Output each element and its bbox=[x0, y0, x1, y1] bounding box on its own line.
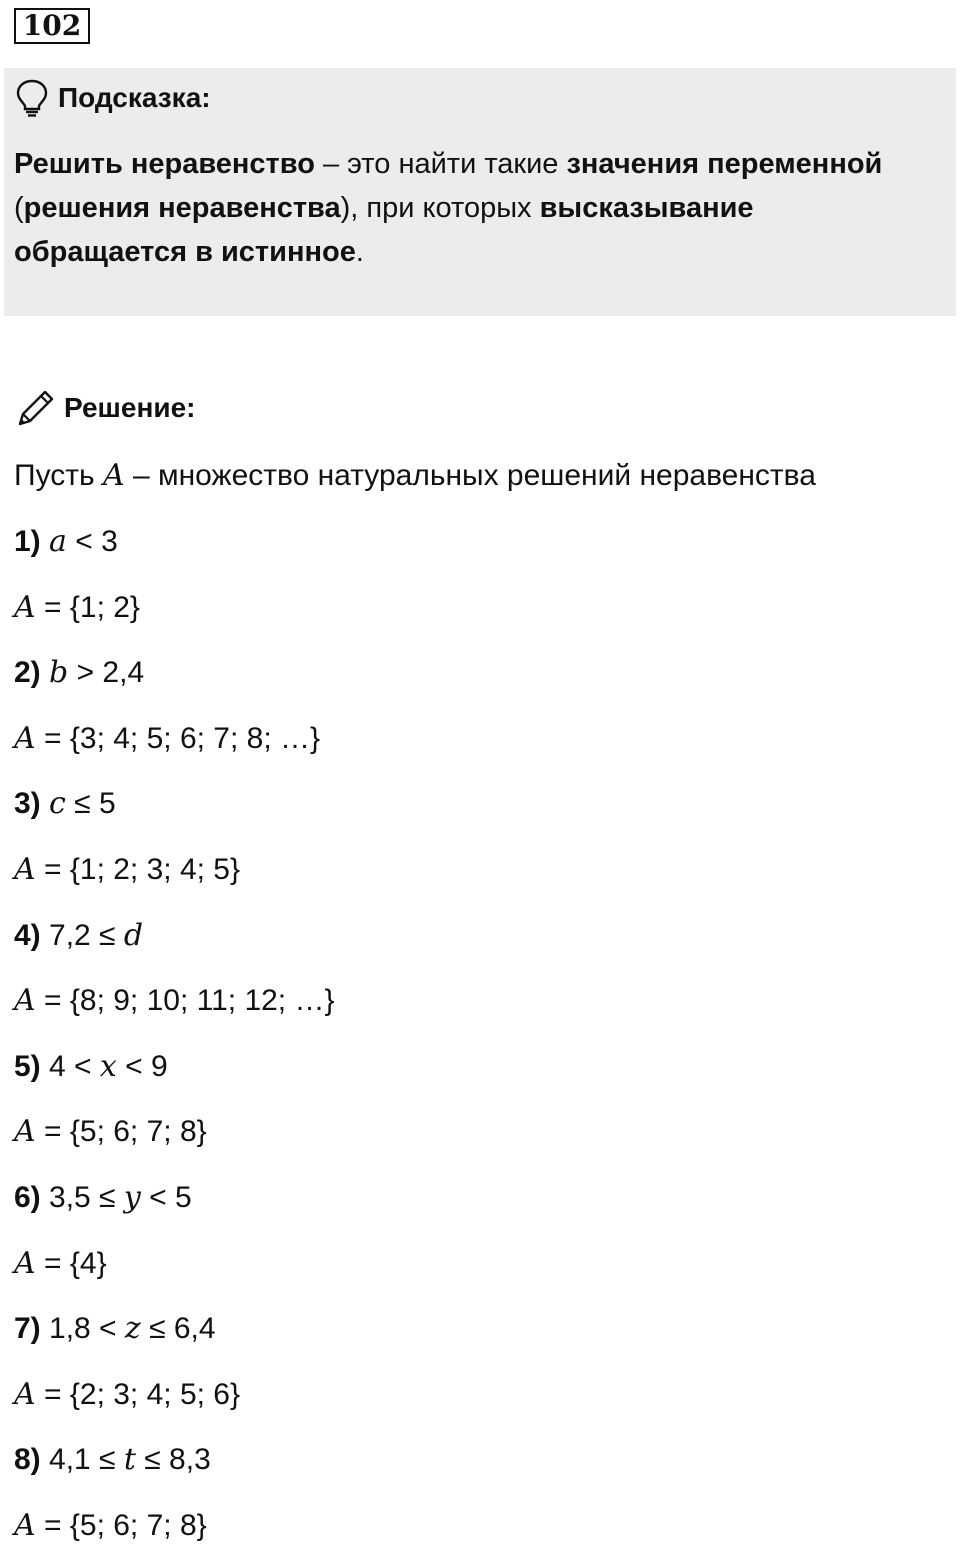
inequality-text: < 5 bbox=[140, 1181, 192, 1214]
set-variable: A bbox=[14, 589, 36, 625]
hint-title: Подсказка: bbox=[58, 82, 211, 113]
inequality-variable: d bbox=[123, 917, 144, 953]
item-number: 2) bbox=[14, 656, 50, 690]
solution-set-line bbox=[14, 719, 320, 759]
set-variable: A bbox=[14, 1114, 36, 1150]
set-variable: A bbox=[14, 983, 36, 1019]
hint-text-fragment: . bbox=[355, 236, 364, 268]
inequality-text: 3,5 ≤ bbox=[49, 1181, 124, 1214]
item-number: 4) bbox=[14, 918, 50, 952]
hint-header bbox=[14, 78, 211, 118]
hint-text-fragment: ( bbox=[14, 192, 24, 224]
hint-bold-term: высказывание обращается в истинное bbox=[14, 192, 754, 268]
inequality-line bbox=[14, 522, 118, 562]
inequality-variable: a bbox=[49, 524, 67, 559]
hint-text-fragment: – это найти такие bbox=[314, 148, 567, 180]
solution-title: Решение: bbox=[64, 392, 196, 423]
inequality-line bbox=[14, 1047, 168, 1087]
solution-header bbox=[14, 386, 195, 430]
solution-set-line bbox=[14, 1375, 240, 1415]
item-number: 1) bbox=[14, 525, 50, 558]
item-number: 7) bbox=[14, 1312, 50, 1346]
inequality-text: ≤ 8,3 bbox=[135, 1443, 211, 1477]
inequality-text: 1,8 < bbox=[49, 1312, 125, 1346]
inequality-line bbox=[14, 916, 143, 956]
hint-bold-term: значения переменной bbox=[566, 148, 883, 180]
inequality-variable: t bbox=[123, 1442, 136, 1478]
inequality-text: 4 < bbox=[49, 1049, 100, 1083]
solution-set-line bbox=[14, 588, 140, 628]
intro-set-variable: A bbox=[102, 458, 125, 493]
inequality-text: < 3 bbox=[66, 525, 118, 558]
inequality-variable: x bbox=[99, 1048, 117, 1084]
inequality-text: 4,1 ≤ bbox=[49, 1443, 124, 1477]
inequality-variable: z bbox=[124, 1311, 141, 1347]
solution-set-line bbox=[14, 981, 335, 1021]
item-number: 8) bbox=[14, 1443, 50, 1477]
solution-set: = {8; 9; 10; 11; 12; …} bbox=[35, 984, 335, 1018]
inequality-text: 7,2 ≤ bbox=[49, 918, 124, 952]
inequality-line bbox=[14, 1178, 192, 1218]
inequality-variable: c bbox=[49, 786, 66, 822]
solution-set-line bbox=[14, 1506, 207, 1546]
hint-bold-term: решения неравенства bbox=[23, 192, 341, 224]
hint-bold-term: Решить неравенство bbox=[14, 148, 315, 180]
pencil-icon bbox=[14, 386, 56, 430]
set-variable: A bbox=[14, 1508, 36, 1543]
set-variable: A bbox=[14, 852, 36, 887]
set-variable: A bbox=[14, 720, 36, 756]
inequality-line bbox=[14, 784, 116, 824]
item-number: 6) bbox=[14, 1181, 50, 1214]
solution-intro bbox=[14, 456, 816, 496]
inequality-text: > 2,4 bbox=[68, 656, 145, 690]
inequality-text: ≤ 6,4 bbox=[140, 1312, 216, 1346]
solution-set: = {1; 2} bbox=[35, 590, 140, 624]
solution-set: = {5; 6; 7; 8} bbox=[35, 1509, 207, 1542]
inequality-line bbox=[14, 1309, 216, 1349]
item-number: 5) bbox=[14, 1049, 50, 1083]
solution-set: = {4} bbox=[35, 1246, 107, 1280]
lightbulb-icon bbox=[14, 78, 50, 118]
set-variable: A bbox=[14, 1245, 36, 1281]
hint-text bbox=[14, 142, 914, 274]
inequality-line bbox=[14, 653, 144, 693]
inequality-variable: y bbox=[123, 1180, 141, 1215]
solution-set-line bbox=[14, 850, 240, 890]
set-variable: A bbox=[14, 1376, 36, 1412]
solution-set-line bbox=[14, 1112, 207, 1152]
inequality-text: ≤ 5 bbox=[65, 787, 116, 821]
item-number: 3) bbox=[14, 787, 50, 821]
solution-set: = {1; 2; 3; 4; 5} bbox=[35, 853, 241, 886]
intro-text-before: Пусть bbox=[14, 459, 103, 492]
inequality-line bbox=[14, 1440, 211, 1480]
solution-set: = {3; 4; 5; 6; 7; 8; …} bbox=[35, 721, 321, 755]
intro-text-after: – множество натуральных решений неравенства bbox=[124, 459, 816, 492]
hint-text-fragment: ), при которых bbox=[340, 192, 540, 224]
inequality-text: < 9 bbox=[116, 1049, 168, 1083]
inequality-variable: b bbox=[49, 655, 69, 691]
solution-set: = {2; 3; 4; 5; 6} bbox=[35, 1377, 241, 1411]
task-number: 102 bbox=[14, 8, 90, 44]
solution-set: = {5; 6; 7; 8} bbox=[35, 1115, 207, 1149]
solution-set-line bbox=[14, 1244, 107, 1284]
